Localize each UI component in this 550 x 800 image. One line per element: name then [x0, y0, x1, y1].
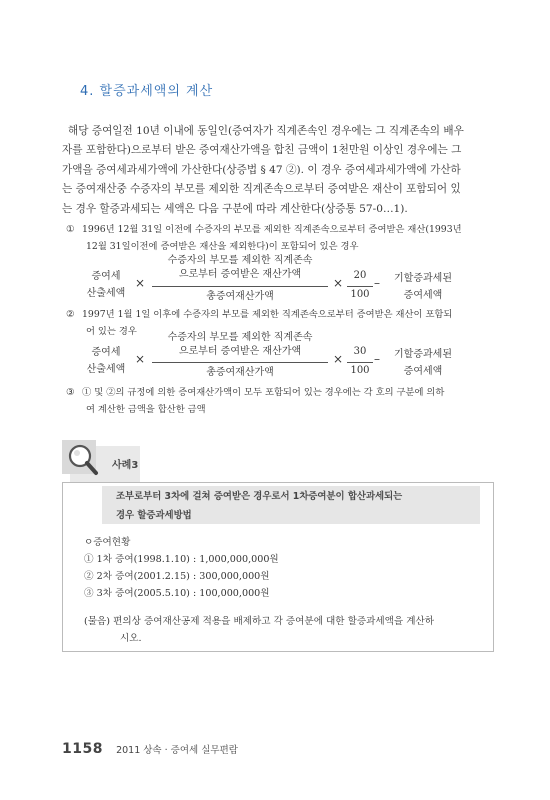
formula-right-label: 기할증과세된	[394, 349, 452, 360]
example-label: 사례3	[112, 460, 139, 471]
example-row: ② 2차 증여(2001.2.15) : 300,000,000원	[84, 571, 270, 582]
item-text: 여 계산한 금액을 합산한 금액	[86, 404, 206, 415]
intro-line: 는 경우 할증과세되는 세액은 다음 구분에 따라 계산한다(상증통 57-0…1).	[62, 202, 408, 215]
example-title	[102, 486, 480, 524]
formula-numerator: 수증자의 부모를 제외한 직계존속	[167, 332, 313, 343]
formula-left-label: 증여세	[91, 271, 121, 282]
intro-line: 가액을 증여세과세가액에 가산한다(상증법 § 47 ②). 이 경우 증여세과세가액에 가산하	[62, 163, 461, 176]
example-row: ① 1차 증여(1998.1.10) : 1,000,000,000원	[84, 554, 279, 565]
example-title-line: 경우 할증과세방법	[116, 510, 192, 521]
example-header	[62, 440, 154, 480]
intro-line: 자를 포함한다)으로부터 받은 증여재산가액을 합친 금액이 1천만원 이상인 경우에는 그	[62, 144, 462, 157]
rate-denominator: 100	[350, 365, 370, 376]
item-marker: ②	[66, 309, 75, 320]
fraction-bar	[347, 362, 373, 363]
formula-left-label: 산출세액	[86, 288, 126, 299]
formula-numerator: 으로부터 증여받은 재산가액	[178, 269, 302, 280]
formula-numerator: 수증자의 부모를 제외한 직계존속	[167, 255, 313, 266]
item-text: 1997년 1월 1일 이후에 수증자의 부모를 제외한 직계존속으로부터 증여받은 재산이 포함되	[82, 309, 453, 320]
example-row: ③ 3차 증여(2005.5.10) : 100,000,000원	[84, 588, 270, 599]
question-label: (물음)	[84, 616, 111, 627]
item-marker: ③	[66, 387, 75, 398]
item-text: ① 및 ②의 규정에 의한 증여재산가액이 모두 포함되어 있는 경우에는 각 호의 구분에 의하	[82, 387, 445, 398]
rate-numerator: 30	[353, 346, 367, 357]
formula-right-label: 기할증과세된	[394, 273, 452, 284]
page-footer	[62, 738, 238, 757]
question-text: 시오.	[120, 633, 142, 644]
example-question	[84, 613, 484, 647]
rate-denominator: 100	[350, 289, 370, 300]
intro-line: 해당 증여일전 10년 이내에 동일인(증여자가 직계존속인 경우에는 그 직계존속의 배우	[68, 125, 464, 137]
intro-line: 는 증여재산중 수증자의 부모를 제외한 직계존속으로부터 증여받은 재산이 포함되어 있	[62, 183, 461, 196]
fraction-bar	[152, 362, 328, 363]
fraction-bar	[152, 286, 328, 287]
item-3	[66, 384, 496, 418]
times-sign: ×	[135, 352, 146, 366]
item-1	[66, 221, 496, 255]
magnifier-icon	[62, 440, 154, 486]
item-text: 어 있는 경우	[86, 326, 137, 337]
footer-text: 2011 상속 · 증여세 실무편람	[116, 745, 238, 756]
item-marker: ①	[66, 224, 75, 235]
formula-denominator: 총증여재산가액	[206, 291, 274, 302]
example-title-line: 조부로부터 3차에 걸쳐 증여받은 경우로서 1차증여분이 합산과세되는	[116, 491, 403, 502]
times-sign: ×	[333, 352, 344, 366]
example-section-label: ㅇ증여현황	[84, 537, 131, 548]
formula-right-label: 증여세액	[403, 366, 443, 377]
formula-left-label: 산출세액	[86, 364, 126, 375]
intro-paragraph	[62, 122, 490, 219]
question-text: 편의상 증여재산공제 적용을 배제하고 각 증여분에 대한 할증과세액을 계산하	[113, 616, 435, 627]
times-sign: ×	[333, 276, 344, 290]
minus-sign: –	[374, 352, 380, 366]
times-sign: ×	[135, 276, 146, 290]
minus-sign: –	[374, 276, 380, 290]
formula-numerator: 으로부터 증여받은 재산가액	[178, 346, 302, 357]
rate-numerator: 20	[353, 270, 367, 281]
page-number: 1158	[62, 741, 103, 757]
item-text: 1996년 12월 31일 이전에 수증자의 부모를 제외한 직계존속으로부터 증여받은 재산(1993년	[82, 224, 462, 235]
formula-left-label: 증여세	[91, 347, 121, 358]
formula-right-label: 증여세액	[403, 290, 443, 301]
formula-denominator: 총증여재산가액	[206, 367, 274, 378]
item-text: 12월 31일이전에 증여받은 재산을 제외한다)이 포함되어 있은 경우	[86, 241, 359, 252]
section-heading: 4. 할증과세액의 계산	[80, 84, 214, 99]
fraction-bar	[347, 286, 373, 287]
